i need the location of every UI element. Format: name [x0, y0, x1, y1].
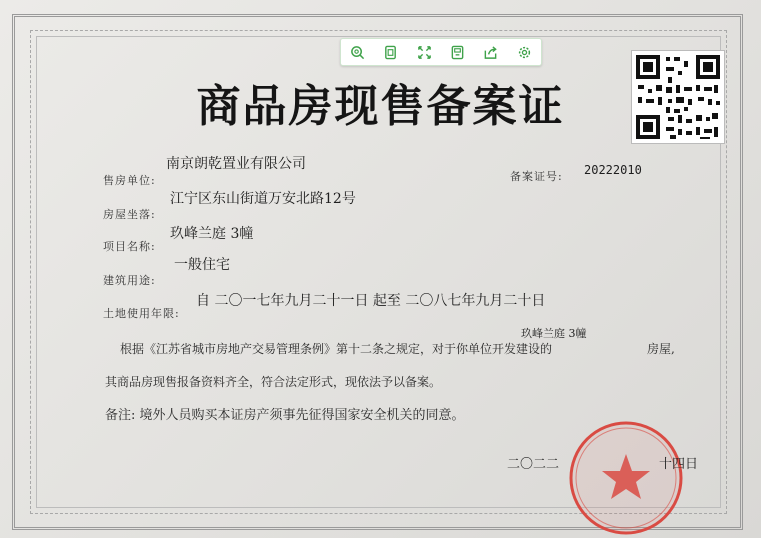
fullscreen-icon[interactable] — [413, 41, 435, 63]
project-label: 项目名称: — [103, 240, 156, 253]
project-small-value: 玖峰兰庭 3幢 — [521, 327, 587, 340]
usage-value: 一般住宅 — [174, 257, 230, 273]
seller-value: 南京朗乾置业有限公司 — [166, 156, 306, 172]
share-icon[interactable] — [480, 41, 502, 63]
location-value: 江宁区东山街道万安北路12号 — [170, 191, 356, 207]
land-term-value: 自 二〇一七年九月二十一日 起至 二〇八七年九月二十日 — [196, 293, 546, 309]
body-line-2: 其商品房现售报备资料齐全，符合法定形式，现依法予以备案。 — [105, 375, 442, 389]
save-icon[interactable] — [447, 41, 469, 63]
record-no-label: 备案证号: — [510, 170, 563, 183]
zoom-icon[interactable] — [347, 41, 369, 63]
issue-date — [507, 453, 698, 472]
issue-date-tail: 十四日 — [659, 457, 699, 472]
location-label: 房屋坐落: — [103, 208, 156, 221]
project-value: 玖峰兰庭 3幢 — [170, 226, 254, 242]
issue-date-year: 二〇二二 — [507, 457, 560, 472]
qr-code — [631, 50, 725, 144]
seller-label: 售房单位: — [103, 174, 156, 187]
settings-icon[interactable] — [513, 41, 535, 63]
usage-label: 建筑用途: — [103, 274, 156, 287]
record-no-value: 20222010 — [584, 163, 642, 177]
viewer-toolbar — [340, 38, 542, 66]
land-term-label: 土地使用年限: — [103, 307, 180, 320]
fit-page-icon[interactable] — [380, 41, 402, 63]
body-line-1-end: 房屋, — [647, 342, 675, 356]
body-line-1: 根据《江苏省城市房地产交易管理条例》第十二条之规定，对于你单位开发建设的 — [120, 342, 553, 356]
official-seal — [566, 418, 686, 538]
note-text: 备注: 境外人员购买本证房产须事先征得国家安全机关的同意。 — [105, 408, 465, 423]
certificate-title: 商品房现售备案证 — [196, 81, 565, 132]
